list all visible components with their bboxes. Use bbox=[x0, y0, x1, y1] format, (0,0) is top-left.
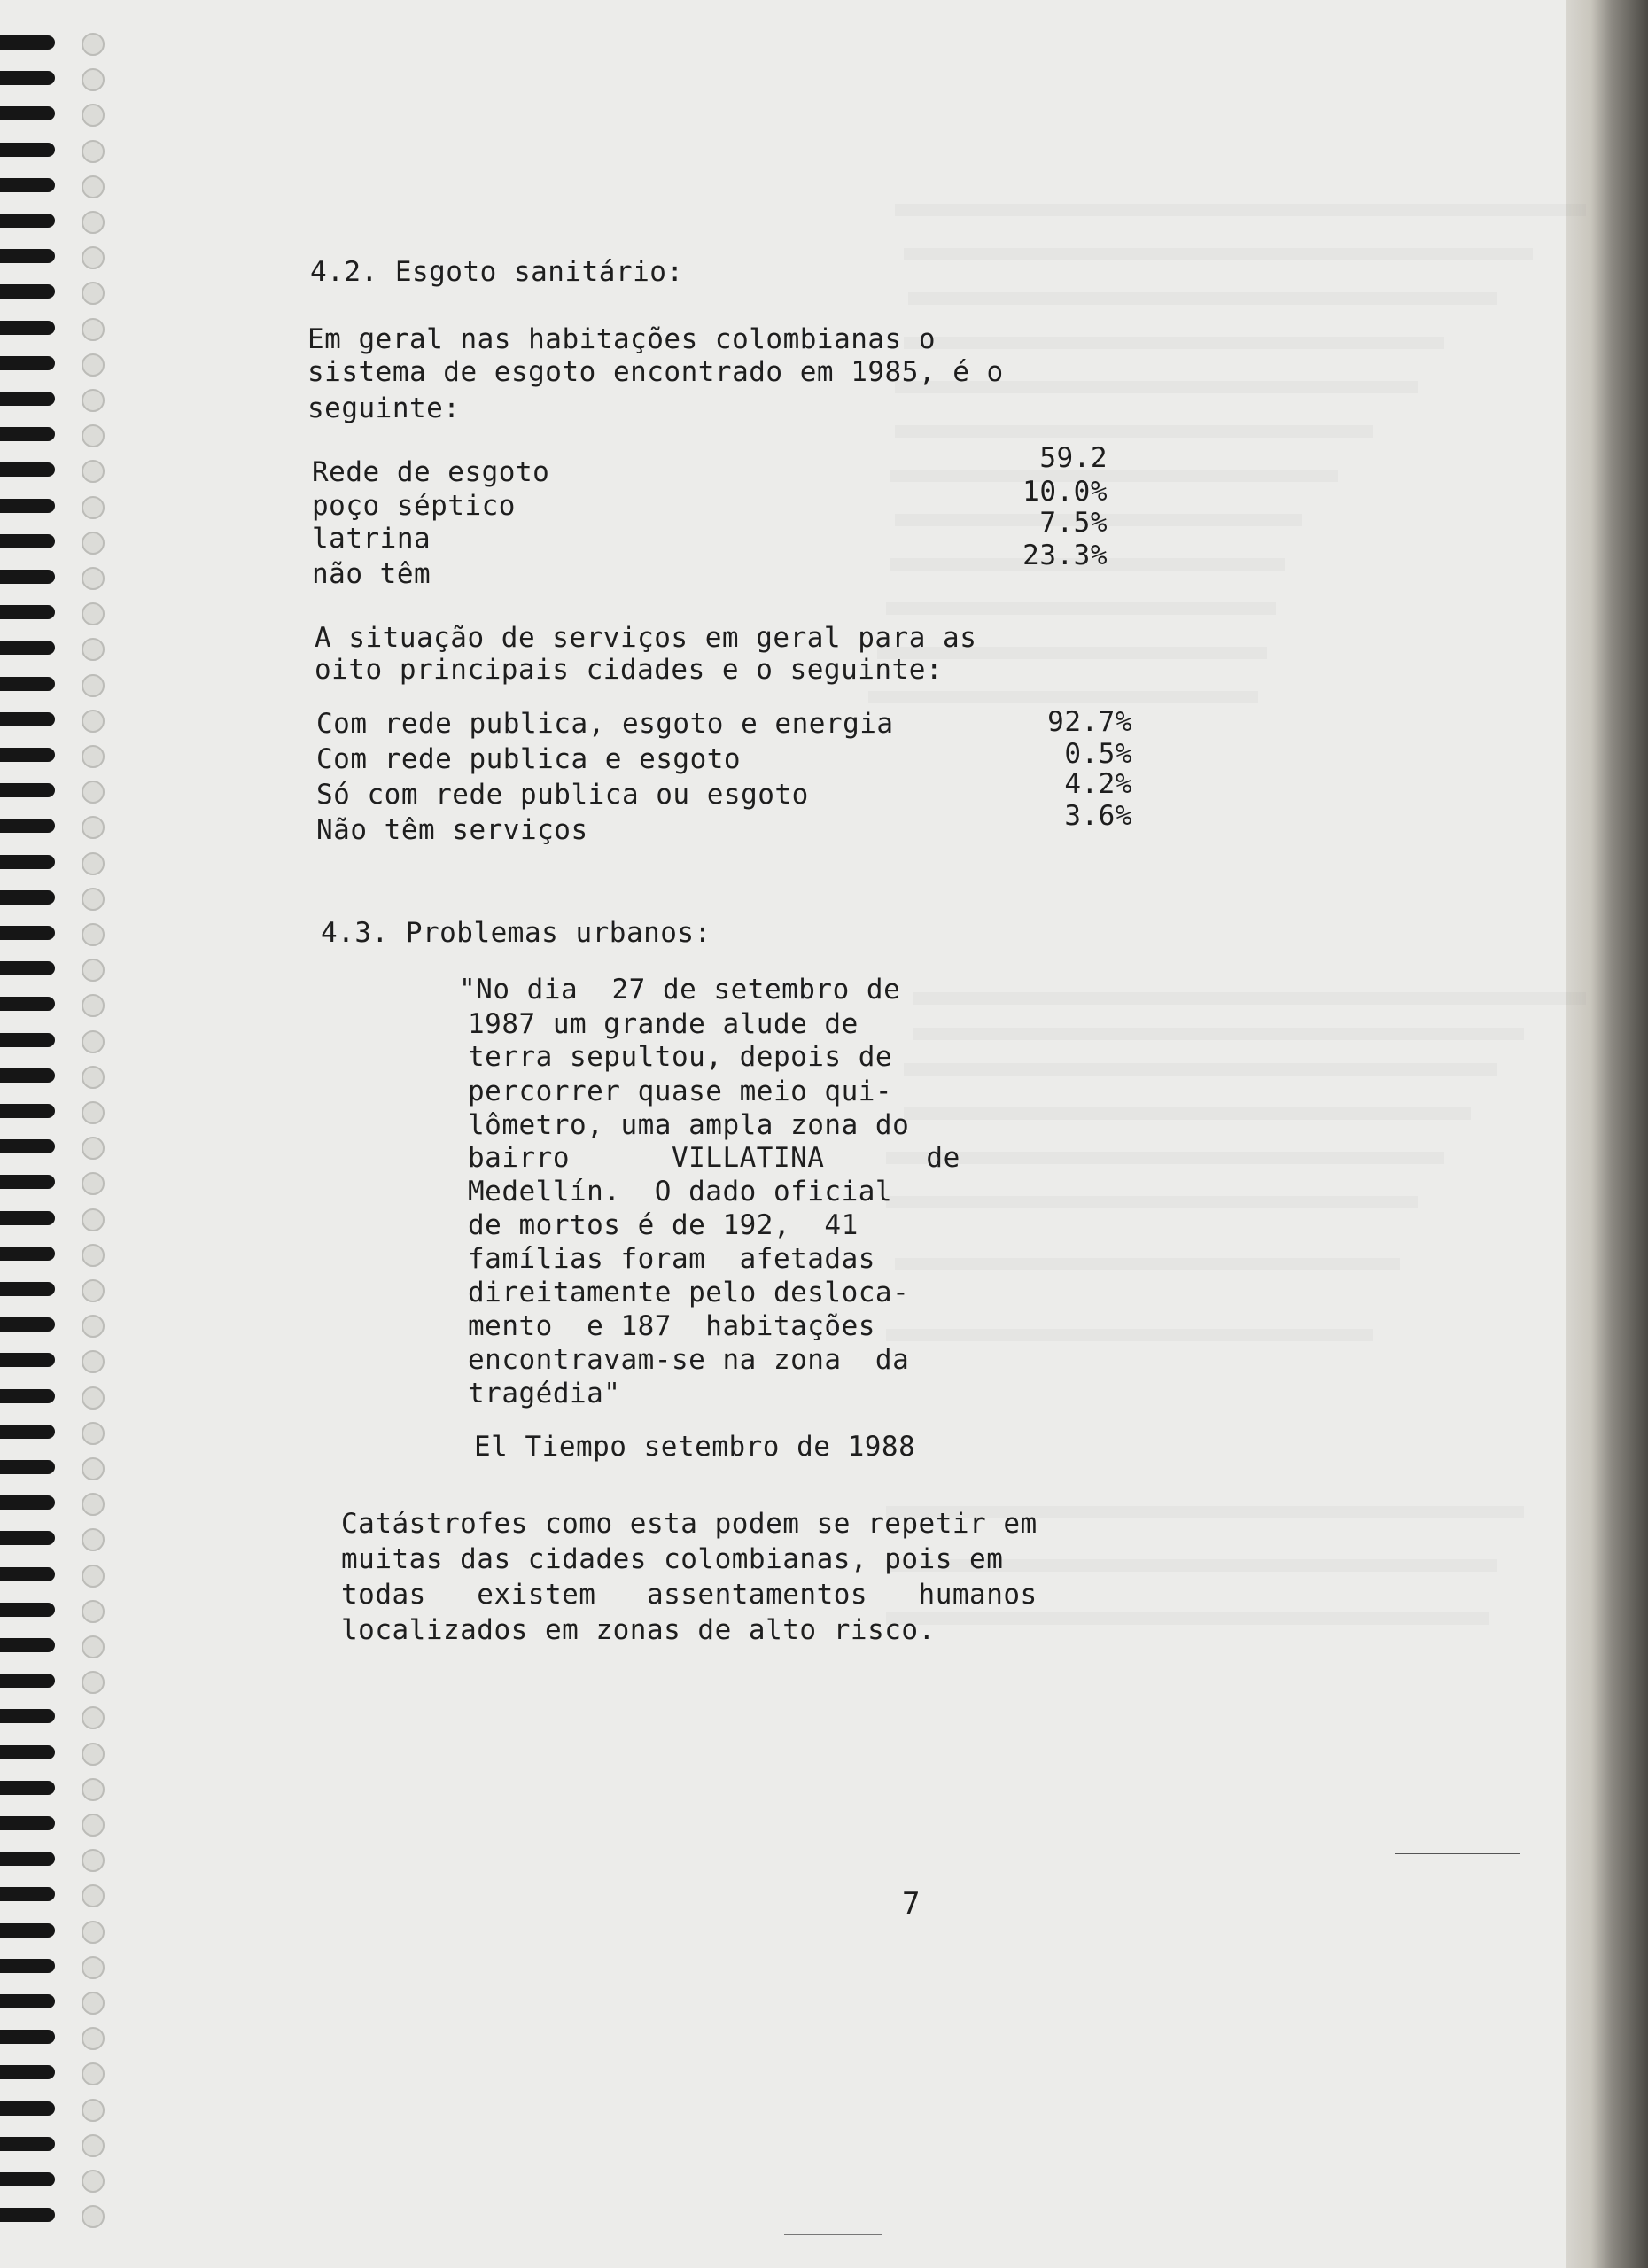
services-intro-line-2: oito principais cidades e o seguinte: bbox=[315, 654, 944, 686]
punch-hole bbox=[82, 1706, 105, 1729]
punch-hole bbox=[82, 1635, 105, 1658]
punch-hole bbox=[82, 1992, 105, 2015]
punch-hole bbox=[82, 496, 105, 519]
binding-coil bbox=[0, 1104, 55, 1118]
margin-mark bbox=[1395, 1853, 1520, 1854]
quote-line: bairro VILLATINA de bbox=[468, 1142, 960, 1174]
punch-hole bbox=[82, 1386, 105, 1410]
punch-hole bbox=[82, 1137, 105, 1160]
table1-value: 23.3% bbox=[1022, 540, 1108, 571]
binding-coil bbox=[0, 1317, 55, 1332]
quote-line: encontravam-se na zona da bbox=[468, 1344, 910, 1376]
table1-label: não têm bbox=[312, 558, 431, 590]
binding-coil bbox=[0, 1852, 55, 1866]
punch-hole bbox=[82, 959, 105, 982]
bleed-through-row bbox=[904, 1107, 1471, 1120]
punch-hole bbox=[82, 1493, 105, 1516]
binding-coil bbox=[0, 1495, 55, 1510]
binding-coil bbox=[0, 1816, 55, 1830]
punch-hole bbox=[82, 1565, 105, 1588]
binding-coil bbox=[0, 1959, 55, 1973]
binding-coil bbox=[0, 462, 55, 477]
binding-coil bbox=[0, 2172, 55, 2186]
quote-line: de mortos é de 192, 41 bbox=[468, 1209, 859, 1241]
binding-coil bbox=[0, 1923, 55, 1938]
bleed-through-row bbox=[904, 1063, 1497, 1076]
binding-coil bbox=[0, 71, 55, 85]
punch-hole bbox=[82, 602, 105, 625]
binding-coil bbox=[0, 641, 55, 655]
quote-line: Medellín. O dado oficial bbox=[468, 1176, 893, 1208]
punch-hole bbox=[82, 1921, 105, 1944]
punch-hole bbox=[82, 1279, 105, 1302]
punch-hole bbox=[82, 923, 105, 946]
binding-coil bbox=[0, 997, 55, 1011]
punch-hole bbox=[82, 994, 105, 1017]
binding-coil bbox=[0, 1389, 55, 1403]
punch-hole bbox=[82, 1671, 105, 1694]
quote-line: lômetro, uma ampla zona do bbox=[468, 1109, 910, 1141]
bleed-through-row bbox=[895, 425, 1373, 438]
binding-coil bbox=[0, 1745, 55, 1759]
intro-line-1: Em geral nas habitações colombianas o bbox=[307, 323, 937, 355]
punch-hole bbox=[82, 1066, 105, 1089]
punch-hole bbox=[82, 638, 105, 661]
binding-coil bbox=[0, 1781, 55, 1795]
binding-coil bbox=[0, 1994, 55, 2008]
binding-coil bbox=[0, 2065, 55, 2079]
table2-label: Não têm serviços bbox=[316, 814, 588, 846]
punch-hole bbox=[82, 1244, 105, 1267]
bleed-through-row bbox=[913, 1028, 1524, 1040]
punch-hole bbox=[82, 1315, 105, 1338]
quote-line: percorrer quase meio qui- bbox=[468, 1076, 893, 1107]
bleed-through-row bbox=[895, 204, 1586, 216]
binding-coil bbox=[0, 2101, 55, 2116]
table1-value: 59.2 bbox=[1039, 442, 1108, 474]
binding-coil bbox=[0, 214, 55, 228]
punch-hole bbox=[82, 1814, 105, 1837]
binding-coil bbox=[0, 2208, 55, 2222]
bleed-through-row bbox=[886, 1329, 1373, 1341]
punch-hole bbox=[82, 33, 105, 56]
punch-hole bbox=[82, 2027, 105, 2050]
punch-hole bbox=[82, 852, 105, 875]
punch-hole bbox=[82, 1208, 105, 1231]
table1-label: latrina bbox=[312, 523, 431, 555]
binding-coil bbox=[0, 2137, 55, 2151]
punch-hole bbox=[82, 175, 105, 198]
binding-coil bbox=[0, 819, 55, 833]
bleed-through-row bbox=[904, 248, 1533, 260]
binding-coil bbox=[0, 1567, 55, 1581]
binding-coil bbox=[0, 1425, 55, 1439]
binding-coil bbox=[0, 35, 55, 50]
punch-hole bbox=[82, 424, 105, 447]
binding-coil bbox=[0, 178, 55, 192]
punch-hole bbox=[82, 781, 105, 804]
binding-coil bbox=[0, 1211, 55, 1225]
punch-hole bbox=[82, 1030, 105, 1053]
punch-hole bbox=[82, 2134, 105, 2157]
binding-coil bbox=[0, 392, 55, 406]
table1-value: 10.0% bbox=[1022, 476, 1108, 508]
table2-value: 0.5% bbox=[1064, 738, 1132, 770]
binding-coil bbox=[0, 783, 55, 797]
binding-coil bbox=[0, 926, 55, 940]
punch-hole bbox=[82, 1956, 105, 1979]
bleed-through-row bbox=[895, 1258, 1400, 1270]
binding-coil bbox=[0, 106, 55, 120]
closing-line-1: Catástrofes como esta podem se repetir em bbox=[341, 1508, 1038, 1540]
punch-hole bbox=[82, 1350, 105, 1373]
table2-value: 4.2% bbox=[1064, 768, 1132, 800]
quote-line: terra sepultou, depois de bbox=[468, 1041, 893, 1073]
punch-hole bbox=[82, 816, 105, 839]
punch-hole bbox=[82, 710, 105, 733]
intro-line-2: sistema de esgoto encontrado em 1985, é o bbox=[307, 356, 1004, 388]
punch-hole bbox=[82, 104, 105, 127]
punch-hole bbox=[82, 674, 105, 697]
punch-hole bbox=[82, 1849, 105, 1872]
binding-coil bbox=[0, 605, 55, 619]
table1-value: 7.5% bbox=[1039, 507, 1108, 539]
punch-hole bbox=[82, 282, 105, 305]
punch-hole bbox=[82, 1884, 105, 1907]
binding-coil bbox=[0, 1033, 55, 1047]
binding-coil bbox=[0, 1247, 55, 1261]
punch-hole bbox=[82, 1172, 105, 1195]
punch-hole bbox=[82, 140, 105, 163]
binding-coil bbox=[0, 855, 55, 869]
binding-coil bbox=[0, 1460, 55, 1474]
services-intro-line-1: A situação de serviços em geral para as bbox=[315, 622, 977, 654]
binding-coil bbox=[0, 249, 55, 263]
bleed-through-row bbox=[886, 1196, 1418, 1208]
section-heading-problemas: 4.3. Problemas urbanos: bbox=[321, 917, 711, 949]
table2-value: 3.6% bbox=[1064, 800, 1132, 832]
binding-coil bbox=[0, 677, 55, 691]
quote-line: 1987 um grande alude de bbox=[468, 1008, 859, 1040]
table1-label: Rede de esgoto bbox=[312, 456, 550, 488]
punch-hole bbox=[82, 1528, 105, 1551]
table2-label: Com rede publica, esgoto e energia bbox=[316, 708, 894, 740]
intro-line-3: seguinte: bbox=[307, 392, 461, 424]
binding-coil bbox=[0, 1674, 55, 1688]
page-edge-shadow bbox=[1566, 0, 1648, 2268]
bleed-through-row bbox=[913, 992, 1586, 1005]
page-number: 7 bbox=[902, 1886, 921, 1922]
quote-line: famílias foram afetadas bbox=[468, 1243, 875, 1275]
table2-label: Só com rede publica ou esgoto bbox=[316, 779, 809, 811]
closing-line-2: muitas das cidades colombianas, pois em bbox=[341, 1543, 1004, 1575]
quote-line: "No dia 27 de setembro de bbox=[459, 974, 901, 1006]
punch-hole bbox=[82, 318, 105, 341]
punch-hole bbox=[82, 1778, 105, 1801]
punch-hole bbox=[82, 745, 105, 768]
punch-hole bbox=[82, 2062, 105, 2085]
punch-hole bbox=[82, 1600, 105, 1623]
punch-hole bbox=[82, 246, 105, 269]
section-heading-esgoto: 4.2. Esgoto sanitário: bbox=[310, 256, 684, 288]
binding-coil bbox=[0, 961, 55, 975]
punch-hole bbox=[82, 532, 105, 555]
punch-hole bbox=[82, 1422, 105, 1445]
quote-line: direitamente pelo desloca- bbox=[468, 1277, 910, 1309]
binding-coil bbox=[0, 890, 55, 905]
punch-hole bbox=[82, 2099, 105, 2122]
punch-hole bbox=[82, 1101, 105, 1124]
closing-line-4: localizados em zonas de alto risco. bbox=[341, 1614, 936, 1646]
spiral-binding bbox=[0, 35, 115, 2250]
quote-line: tragédia" bbox=[468, 1378, 621, 1410]
margin-mark bbox=[784, 2234, 882, 2235]
binding-coil bbox=[0, 499, 55, 513]
bleed-through-row bbox=[904, 337, 1444, 349]
punch-hole bbox=[82, 2205, 105, 2228]
bleed-through-row bbox=[886, 602, 1276, 615]
punch-hole bbox=[82, 389, 105, 412]
punch-hole bbox=[82, 1743, 105, 1766]
table2-label: Com rede publica e esgoto bbox=[316, 743, 742, 775]
binding-coil bbox=[0, 1531, 55, 1545]
punch-hole bbox=[82, 68, 105, 91]
binding-coil bbox=[0, 1068, 55, 1083]
binding-coil bbox=[0, 427, 55, 441]
bleed-through-row bbox=[886, 1612, 1489, 1625]
bleed-through-row bbox=[868, 691, 1258, 703]
bleed-through-row bbox=[908, 292, 1497, 305]
binding-coil bbox=[0, 321, 55, 335]
punch-hole bbox=[82, 567, 105, 590]
quote-source: El Tiempo setembro de 1988 bbox=[474, 1431, 916, 1463]
binding-coil bbox=[0, 1709, 55, 1723]
binding-coil bbox=[0, 1139, 55, 1153]
table2-value: 92.7% bbox=[1047, 706, 1132, 738]
binding-coil bbox=[0, 284, 55, 299]
binding-coil bbox=[0, 2030, 55, 2044]
binding-coil bbox=[0, 356, 55, 370]
closing-line-3: todas existem assentamentos humanos bbox=[341, 1579, 1038, 1611]
binding-coil bbox=[0, 712, 55, 726]
punch-hole bbox=[82, 211, 105, 234]
bleed-through-row bbox=[886, 1152, 1444, 1164]
binding-coil bbox=[0, 1353, 55, 1367]
binding-coil bbox=[0, 1887, 55, 1901]
punch-hole bbox=[82, 1457, 105, 1480]
punch-hole bbox=[82, 888, 105, 911]
binding-coil bbox=[0, 1638, 55, 1652]
punch-hole bbox=[82, 353, 105, 377]
binding-coil bbox=[0, 1282, 55, 1296]
binding-coil bbox=[0, 570, 55, 584]
binding-coil bbox=[0, 1603, 55, 1617]
quote-line: mento e 187 habitações bbox=[468, 1310, 875, 1342]
punch-hole bbox=[82, 460, 105, 483]
binding-coil bbox=[0, 1175, 55, 1189]
binding-coil bbox=[0, 143, 55, 157]
binding-coil bbox=[0, 534, 55, 548]
binding-coil bbox=[0, 748, 55, 762]
table1-label: poço séptico bbox=[312, 490, 516, 522]
punch-hole bbox=[82, 2170, 105, 2193]
